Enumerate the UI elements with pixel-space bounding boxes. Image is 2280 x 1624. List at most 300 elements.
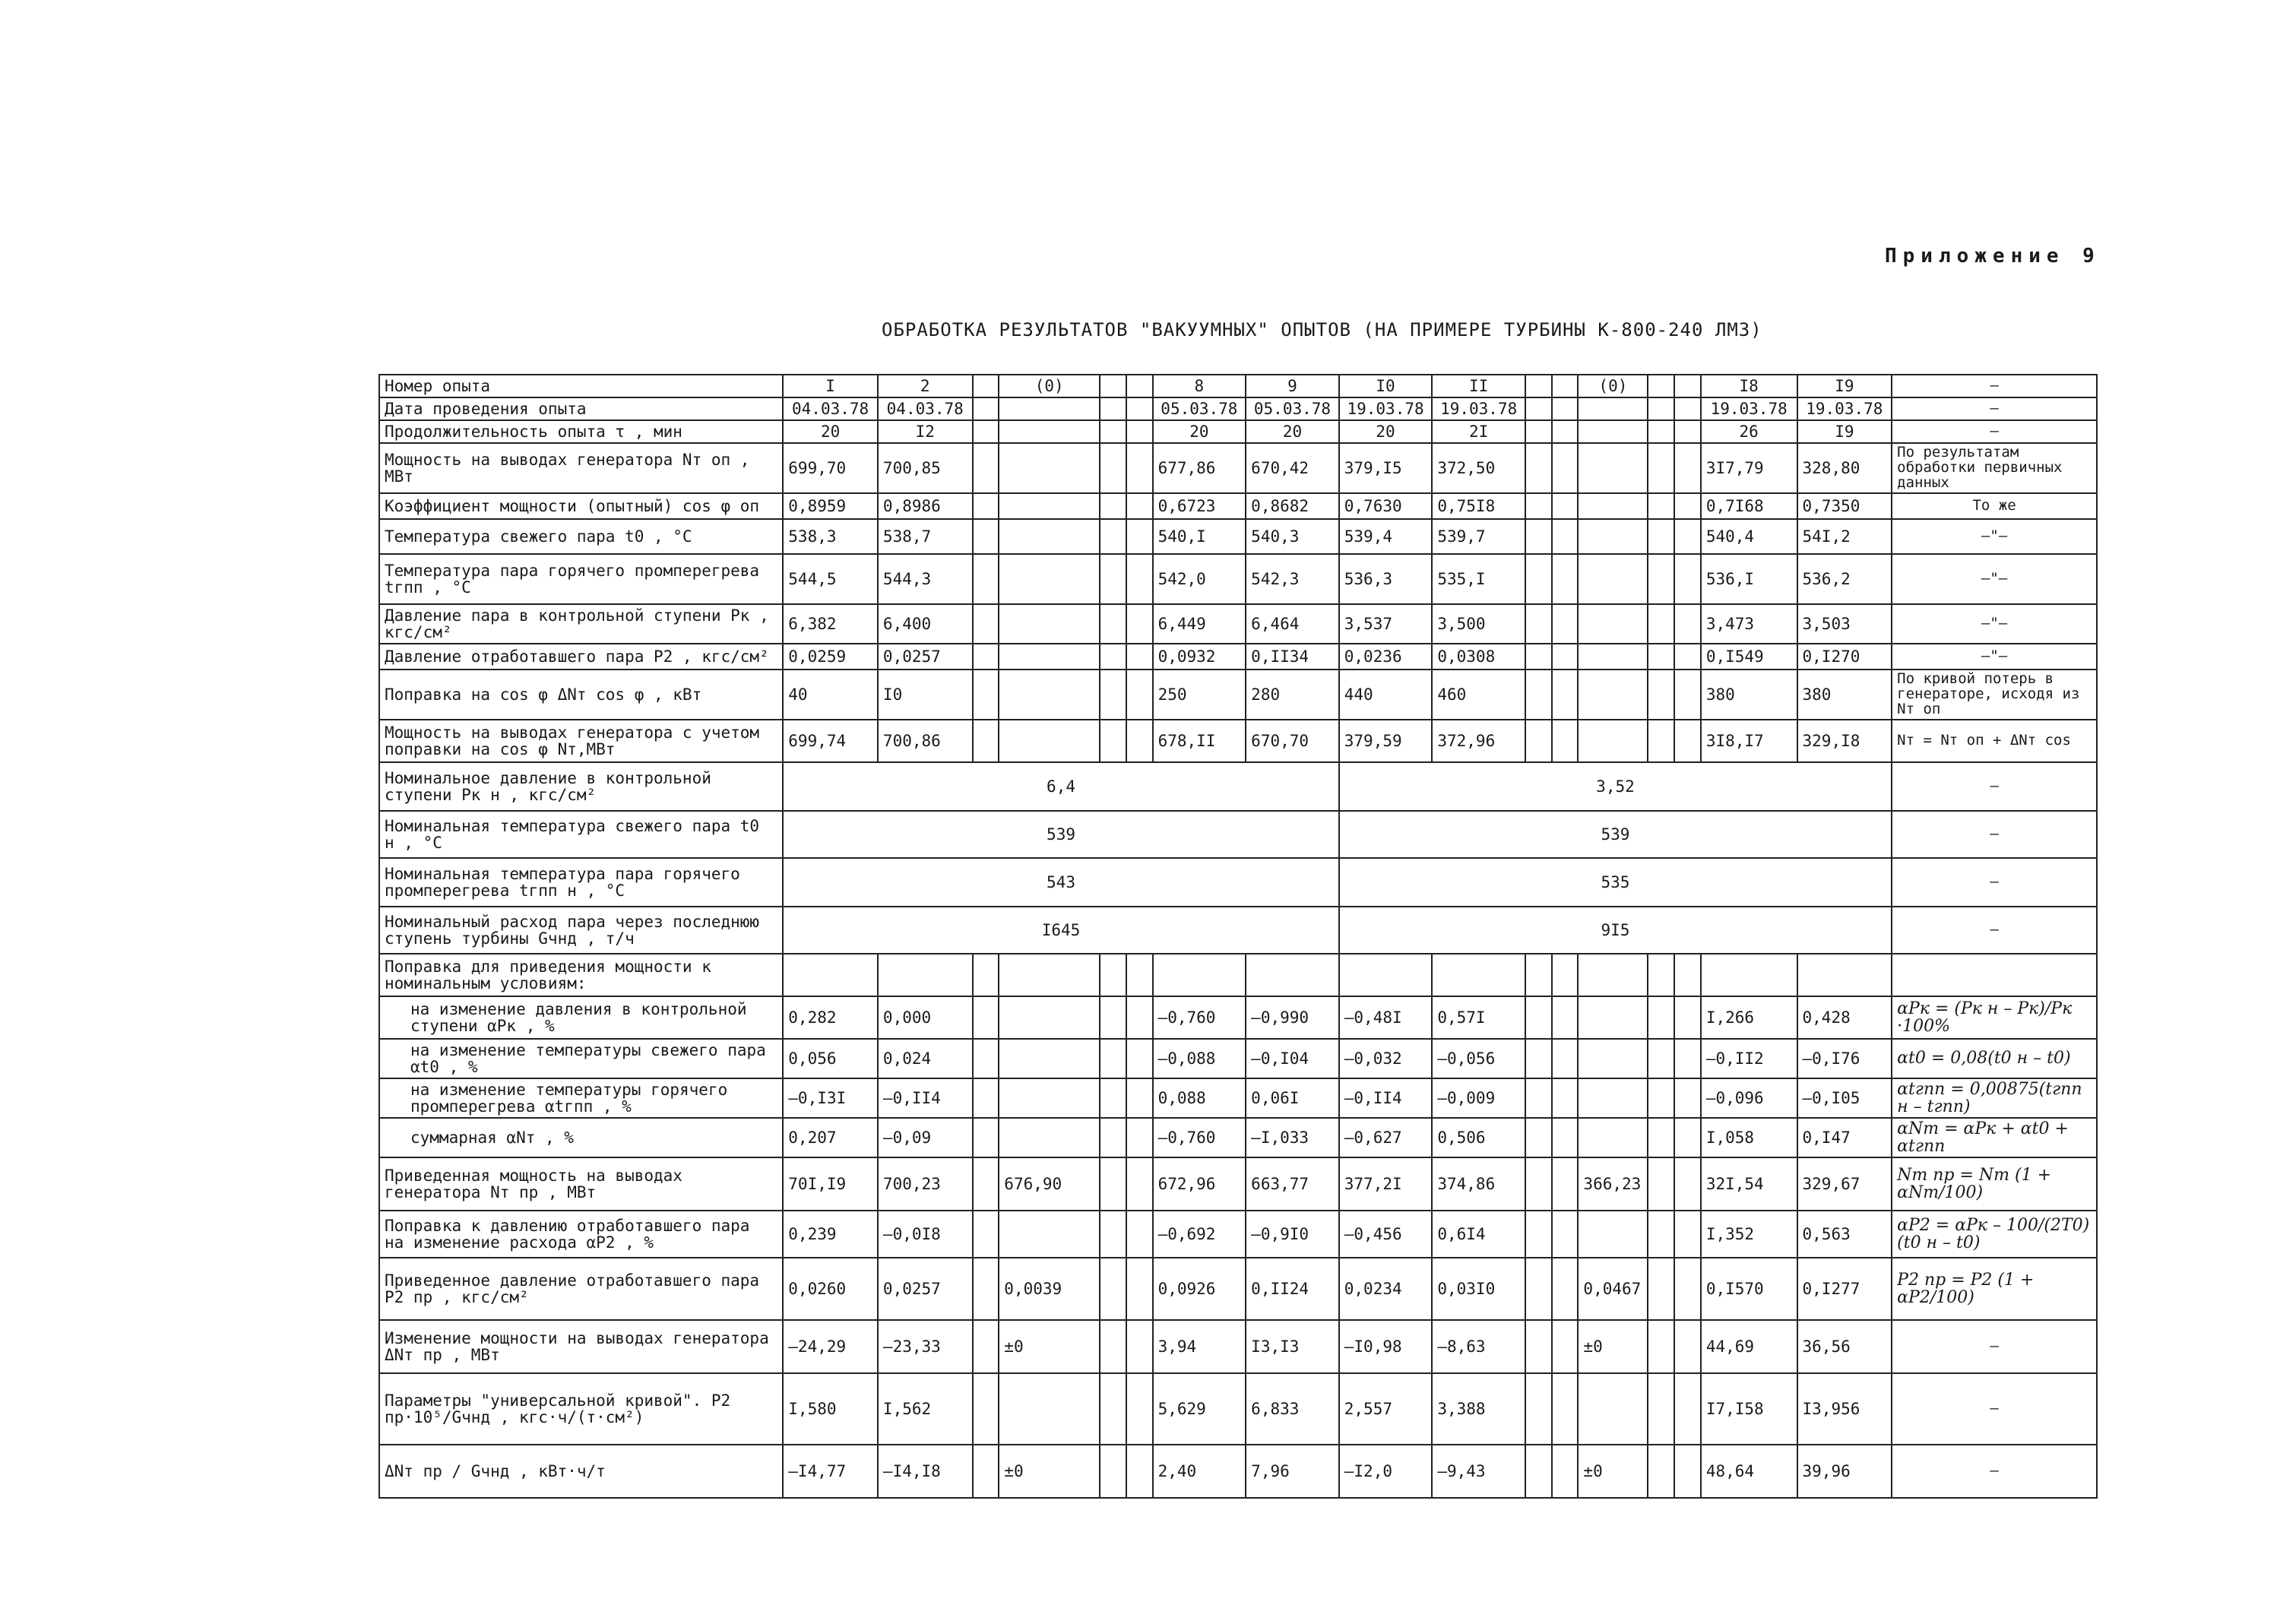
table-cell (1525, 670, 1552, 720)
row-label: Мощность на выводах генератора Nт оп , МВт (379, 443, 783, 493)
table-cell: 6,382 (783, 604, 878, 644)
table-row-nominal-reheat-temp (379, 858, 2097, 907)
table-cell (1100, 397, 1126, 420)
row-label: суммарная αNт , % (379, 1118, 783, 1157)
table-cell (1674, 397, 1701, 420)
table-cell: –0,692 (1153, 1211, 1246, 1258)
table-cell (1674, 670, 1701, 720)
table-cell: 0,506 (1432, 1118, 1525, 1157)
table-cell: I2 (878, 420, 973, 443)
table-cell (1674, 996, 1701, 1039)
row-label: Температура пара горячего промперегрева tгпп , °С (379, 554, 783, 604)
table-cell: –0,990 (1246, 996, 1339, 1039)
table-cell (1552, 493, 1579, 519)
table-cell (783, 954, 878, 996)
table-cell: 372,96 (1432, 720, 1525, 762)
table-cell (1578, 493, 1648, 519)
table-cell: I,266 (1701, 996, 1797, 1039)
table-cell: 380 (1797, 670, 1892, 720)
table-cell: I,058 (1701, 1118, 1797, 1157)
table-cell (999, 1211, 1100, 1258)
table-cell (973, 493, 999, 519)
table-cell (1552, 1445, 1579, 1498)
table-cell (1100, 1258, 1126, 1320)
table-cell: –0,09 (878, 1118, 973, 1157)
table-cell: 0,57I (1432, 996, 1525, 1039)
table-cell: I,352 (1701, 1211, 1797, 1258)
table-cell (999, 443, 1100, 493)
table-cell: 0,II24 (1246, 1258, 1339, 1320)
table-cell: 2,557 (1339, 1373, 1433, 1445)
row-label: Температура свежего пара t0 , °С (379, 519, 783, 554)
table-cell (1100, 1039, 1126, 1078)
row-label: Давление отработавшего пара P2 , кгс/см² (379, 644, 783, 670)
table-cell: 19.03.78 (1339, 397, 1433, 420)
table-cell (1432, 954, 1525, 996)
table-cell (1100, 604, 1126, 644)
table-cell (999, 1078, 1100, 1118)
table-cell: 3I8,I7 (1701, 720, 1797, 762)
table-cell: 0,428 (1797, 996, 1892, 1039)
table-cell (1126, 644, 1153, 670)
table-cell (1100, 1211, 1126, 1258)
table-cell: 3,94 (1153, 1320, 1246, 1373)
table-cell: 535,I (1432, 554, 1525, 604)
row-note: – (1892, 375, 2097, 397)
table-row-corr-fresh-temp (379, 1039, 2097, 1078)
table-cell (1153, 954, 1246, 996)
table-cell (1126, 1445, 1153, 1498)
table-cell (1100, 670, 1126, 720)
table-cell (1126, 420, 1153, 443)
table-cell: 7,96 (1246, 1445, 1339, 1498)
table-cell (1674, 1258, 1701, 1320)
table-cell: 0,8682 (1246, 493, 1339, 519)
table-cell: 328,80 (1797, 443, 1892, 493)
table-cell: I0 (1339, 375, 1433, 397)
table-cell (1578, 397, 1648, 420)
table-cell: 0,8959 (783, 493, 878, 519)
table-cell: I3,I3 (1246, 1320, 1339, 1373)
row-formula: αPк = (Pк н – Pк)/Pк ·100% (1892, 996, 2097, 1039)
table-cell: 0,0926 (1153, 1258, 1246, 1320)
table-cell (1552, 1157, 1579, 1211)
table-row-cos-correction (379, 670, 2097, 720)
table-cell (1525, 644, 1552, 670)
table-cell: (0) (1578, 375, 1648, 397)
table-cell (999, 996, 1100, 1039)
row-label: Коэффициент мощности (опытный) cos φ оп (379, 493, 783, 519)
table-cell: 0,000 (878, 996, 973, 1039)
table-cell (973, 1258, 999, 1320)
table-cell (1525, 720, 1552, 762)
table-cell (973, 1211, 999, 1258)
table-cell (1100, 954, 1126, 996)
table-cell: 540,4 (1701, 519, 1797, 554)
row-note: – (1892, 907, 2097, 954)
row-note: –"– (1892, 519, 2097, 554)
table-cell: –9,43 (1432, 1445, 1525, 1498)
table-cell: 6,449 (1153, 604, 1246, 644)
table-cell (1100, 1373, 1126, 1445)
table-cell: 699,70 (783, 443, 878, 493)
row-label: Приведенная мощность на выводах генератора Nт пр , МВт (379, 1157, 783, 1211)
table-cell: 366,23 (1578, 1157, 1648, 1211)
table-cell: 460 (1432, 670, 1525, 720)
row-note: По кривой потерь в генераторе, исходя из Nт оп (1892, 670, 2097, 720)
table-cell (1552, 420, 1579, 443)
table-cell (1648, 1211, 1674, 1258)
table-cell: 19.03.78 (1432, 397, 1525, 420)
table-cell: I0 (878, 670, 973, 720)
row-label: Номинальная температура свежего пара t0 н , °С (379, 811, 783, 858)
table-cell: ±0 (999, 1445, 1100, 1498)
table-cell: 542,0 (1153, 554, 1246, 604)
table-cell (1100, 375, 1126, 397)
table-cell: 0,7350 (1797, 493, 1892, 519)
table-cell (1674, 1320, 1701, 1373)
row-label: Номинальная температура пара горячего промперегрева tгпп н , °С (379, 858, 783, 907)
table-cell (973, 1445, 999, 1498)
row-formula: αP2 = αPк – 100/(2T0) (t0 н – t0) (1892, 1211, 2097, 1258)
table-cell: 3,388 (1432, 1373, 1525, 1445)
table-cell (1100, 493, 1126, 519)
table-cell: ±0 (999, 1320, 1100, 1373)
table-cell: 20 (1153, 420, 1246, 443)
table-row-control-stage-pressure (379, 604, 2097, 644)
table-cell (973, 954, 999, 996)
row-note: Nт = Nт оп + ΔNт cos (1892, 720, 2097, 762)
table-cell: 700,86 (878, 720, 973, 762)
table-cell: 540,I (1153, 519, 1246, 554)
table-cell (1674, 519, 1701, 554)
table-cell: 0,0259 (783, 644, 878, 670)
table-cell: 677,86 (1153, 443, 1246, 493)
table-cell: 05.03.78 (1246, 397, 1339, 420)
table-cell (1648, 493, 1674, 519)
table-cell: 0,0234 (1339, 1258, 1433, 1320)
nominal-value-right: 535 (1339, 858, 1892, 907)
table-cell: 54I,2 (1797, 519, 1892, 554)
table-cell (1100, 443, 1126, 493)
appendix-label: Приложение 9 (1885, 245, 2101, 268)
table-cell (973, 554, 999, 604)
table-cell: –0,056 (1432, 1039, 1525, 1078)
table-cell (1126, 493, 1153, 519)
table-cell: –0,456 (1339, 1211, 1433, 1258)
table-row-exp-duration (379, 420, 2097, 443)
table-cell: 70I,I9 (783, 1157, 878, 1211)
nominal-value-left: 543 (783, 858, 1338, 907)
row-label: ΔNт пр / Gчнд , кВт·ч/т (379, 1445, 783, 1498)
table-cell (1525, 1078, 1552, 1118)
row-label: Поправка к давлению отработавшего пара на изменение расхода αP2 , % (379, 1211, 783, 1258)
table-cell (1674, 1373, 1701, 1445)
table-cell (1126, 1078, 1153, 1118)
table-cell (1578, 996, 1648, 1039)
table-cell (999, 604, 1100, 644)
table-cell: 0,0257 (878, 644, 973, 670)
row-note: То же (1892, 493, 2097, 519)
table-cell (1578, 519, 1648, 554)
table-cell: –0,096 (1701, 1078, 1797, 1118)
table-cell: 700,23 (878, 1157, 973, 1211)
nominal-value-left: 6,4 (783, 762, 1338, 811)
table-cell: 329,67 (1797, 1157, 1892, 1211)
table-row-nominal-fresh-temp (379, 811, 2097, 858)
table-cell (1246, 954, 1339, 996)
table-cell (1578, 954, 1648, 996)
table-cell: 20 (1246, 420, 1339, 443)
table-cell (1648, 954, 1674, 996)
table-cell (1674, 420, 1701, 443)
table-cell (1648, 1039, 1674, 1078)
table-cell: –I0,98 (1339, 1320, 1433, 1373)
table-cell: 48,64 (1701, 1445, 1797, 1498)
table-cell: 0,03I0 (1432, 1258, 1525, 1320)
table-cell (1578, 554, 1648, 604)
table-row-reheat-temp (379, 554, 2097, 604)
table-cell (1126, 1039, 1153, 1078)
table-cell (1648, 1157, 1674, 1211)
table-cell (1552, 996, 1579, 1039)
table-cell: 380 (1701, 670, 1797, 720)
row-formula: – (1892, 1373, 2097, 1445)
table-cell: 04.03.78 (878, 397, 973, 420)
table-cell (1578, 604, 1648, 644)
table-cell (1674, 604, 1701, 644)
table-cell (1578, 644, 1648, 670)
table-cell (1525, 375, 1552, 397)
table-cell (1552, 397, 1579, 420)
table-cell (1552, 1118, 1579, 1157)
table-cell: –I4,77 (783, 1445, 878, 1498)
table-cell (1525, 1445, 1552, 1498)
table-cell (1674, 954, 1701, 996)
table-cell: 0,563 (1797, 1211, 1892, 1258)
row-label: на изменение температуры свежего пара αt0 , % (379, 1039, 783, 1078)
table-cell: 377,2I (1339, 1157, 1433, 1211)
row-label: Поправка на cos φ ΔNт cos φ , кВт (379, 670, 783, 720)
table-cell: 5,629 (1153, 1373, 1246, 1445)
table-cell: 0,7I68 (1701, 493, 1797, 519)
table-cell (1100, 1118, 1126, 1157)
table-cell (1126, 397, 1153, 420)
table-cell (1552, 604, 1579, 644)
row-label: Продолжительность опыта τ , мин (379, 420, 783, 443)
table-cell: 2I (1432, 420, 1525, 443)
table-cell: 0,I47 (1797, 1118, 1892, 1157)
table-cell: –I,033 (1246, 1118, 1339, 1157)
table-cell (1578, 1118, 1648, 1157)
table-cell (999, 670, 1100, 720)
row-label: на изменение давления в контрольной ступени αPк , % (379, 996, 783, 1039)
table-cell: 9 (1246, 375, 1339, 397)
table-cell: 3,503 (1797, 604, 1892, 644)
table-cell: 39,96 (1797, 1445, 1892, 1498)
table-cell (1126, 1157, 1153, 1211)
table-cell: –0,0I8 (878, 1211, 973, 1258)
table-row-corrected-gen-power (379, 720, 2097, 762)
table-cell: 20 (783, 420, 878, 443)
table-cell (1126, 375, 1153, 397)
table-cell: I,580 (783, 1373, 878, 1445)
table-cell: 699,74 (783, 720, 878, 762)
table-cell: 0,0236 (1339, 644, 1433, 670)
table-cell: –I2,0 (1339, 1445, 1433, 1498)
table-cell: –24,29 (783, 1320, 878, 1373)
table-cell (1126, 720, 1153, 762)
table-cell (973, 1157, 999, 1211)
table-row-corr-reheat-temp (379, 1078, 2097, 1118)
table-cell: 700,85 (878, 443, 973, 493)
table-row-power-change (379, 1320, 2097, 1373)
table-cell (1126, 1118, 1153, 1157)
table-cell (1525, 996, 1552, 1039)
table-cell (1552, 1373, 1579, 1445)
document-title: ОБРАБОТКА РЕЗУЛЬТАТОВ "ВАКУУМНЫХ" ОПЫТОВ (НА ПРИМЕРЕ ТУРБИНЫ К-800-240 ЛМЗ) (882, 319, 1762, 340)
table-cell (1578, 420, 1648, 443)
table-cell (1648, 720, 1674, 762)
table-cell: 379,59 (1339, 720, 1433, 762)
table-cell (999, 1039, 1100, 1078)
table-cell (1525, 420, 1552, 443)
table-cell (1100, 996, 1126, 1039)
row-formula: αtгпп = 0,00875(tгпп н – tгпп) (1892, 1078, 2097, 1118)
table-cell (1552, 1078, 1579, 1118)
table-cell (1552, 519, 1579, 554)
table-cell: –I4,I8 (878, 1445, 973, 1498)
row-label: Мощность на выводах генератора с учетом поправки на cos φ Nт,МВт (379, 720, 783, 762)
table-row-reduced-exhaust-pressure (379, 1258, 2097, 1320)
table-row-specific-power-change (379, 1445, 2097, 1498)
table-cell: 536,3 (1339, 554, 1433, 604)
table-cell: –0,088 (1153, 1039, 1246, 1078)
table-cell (973, 420, 999, 443)
table-cell (1797, 954, 1892, 996)
nominal-value-right: 9I5 (1339, 907, 1892, 954)
nominal-value-left: 539 (783, 811, 1338, 858)
table-cell (1674, 1118, 1701, 1157)
table-cell: 539,4 (1339, 519, 1433, 554)
table-cell (999, 519, 1100, 554)
table-cell: 3,500 (1432, 604, 1525, 644)
table-cell (1126, 519, 1153, 554)
table-cell (1578, 670, 1648, 720)
table-cell: 3,473 (1701, 604, 1797, 644)
table-cell: 280 (1246, 670, 1339, 720)
table-cell (1648, 1373, 1674, 1445)
table-cell: 676,90 (999, 1157, 1100, 1211)
table-cell: 0,II34 (1246, 644, 1339, 670)
table-cell (973, 519, 999, 554)
table-cell: –0,760 (1153, 1118, 1246, 1157)
table-cell: 40 (783, 670, 878, 720)
table-cell: 538,7 (878, 519, 973, 554)
row-label: Номер опыта (379, 375, 783, 397)
table-cell (1126, 554, 1153, 604)
table-cell: 0,6723 (1153, 493, 1246, 519)
table-cell (1648, 443, 1674, 493)
table-cell (973, 1373, 999, 1445)
table-cell (1126, 1258, 1153, 1320)
table-cell: –8,63 (1432, 1320, 1525, 1373)
table-cell: 3I7,79 (1701, 443, 1797, 493)
row-note: –"– (1892, 644, 2097, 670)
table-cell (1648, 420, 1674, 443)
row-formula: P2 пр = P2 (1 + αP2/100) (1892, 1258, 2097, 1320)
row-formula: – (1892, 1320, 2097, 1373)
table-cell (1674, 1445, 1701, 1498)
table-cell (1552, 554, 1579, 604)
table-cell: 0,0257 (878, 1258, 973, 1320)
table-cell (1525, 1320, 1552, 1373)
table-cell (1552, 1258, 1579, 1320)
table-cell (999, 420, 1100, 443)
table-cell: I9 (1797, 420, 1892, 443)
table-cell (1525, 1258, 1552, 1320)
table-cell (1578, 720, 1648, 762)
table-cell (1648, 1258, 1674, 1320)
table-cell (1100, 1320, 1126, 1373)
table-cell (1525, 519, 1552, 554)
nominal-value-left: I645 (783, 907, 1338, 954)
table-cell (1339, 954, 1433, 996)
table-cell: I3,956 (1797, 1373, 1892, 1445)
table-cell (973, 1078, 999, 1118)
table-cell (1552, 375, 1579, 397)
table-cell (1525, 954, 1552, 996)
table-cell (1126, 1211, 1153, 1258)
table-cell: 0,282 (783, 996, 878, 1039)
row-formula: αNт = αPк + αt0 + αtгпп (1892, 1118, 2097, 1157)
table-cell (1126, 670, 1153, 720)
table-cell (973, 1039, 999, 1078)
table-cell: I9 (1797, 375, 1892, 397)
table-cell: 6,464 (1246, 604, 1339, 644)
table-cell: 0,7630 (1339, 493, 1433, 519)
table-cell: 3,537 (1339, 604, 1433, 644)
results-table (378, 374, 2098, 1499)
table-cell: 536,I (1701, 554, 1797, 604)
table-row-nominal-flow (379, 907, 2097, 954)
table-cell: ±0 (1578, 1320, 1648, 1373)
table-cell: 05.03.78 (1153, 397, 1246, 420)
table-cell (973, 604, 999, 644)
table-cell (1674, 1211, 1701, 1258)
table-cell (973, 397, 999, 420)
table-cell: I (783, 375, 878, 397)
table-cell (973, 375, 999, 397)
table-cell (973, 1320, 999, 1373)
table-cell: 19.03.78 (1797, 397, 1892, 420)
table-cell (999, 954, 1100, 996)
table-cell (1578, 1078, 1648, 1118)
table-cell (1674, 554, 1701, 604)
table-cell (1100, 1445, 1126, 1498)
table-cell: 32I,54 (1701, 1157, 1797, 1211)
table-cell: 2,40 (1153, 1445, 1246, 1498)
table-cell: 6,400 (878, 604, 973, 644)
table-cell (1648, 375, 1674, 397)
table-cell (1648, 1320, 1674, 1373)
table-cell: –0,627 (1339, 1118, 1433, 1157)
table-cell (1525, 397, 1552, 420)
table-cell (1100, 1078, 1126, 1118)
row-label: Номинальное давление в контрольной ступени Pк н , кгс/см² (379, 762, 783, 811)
table-cell: 0,056 (783, 1039, 878, 1078)
table-cell: 379,I5 (1339, 443, 1433, 493)
